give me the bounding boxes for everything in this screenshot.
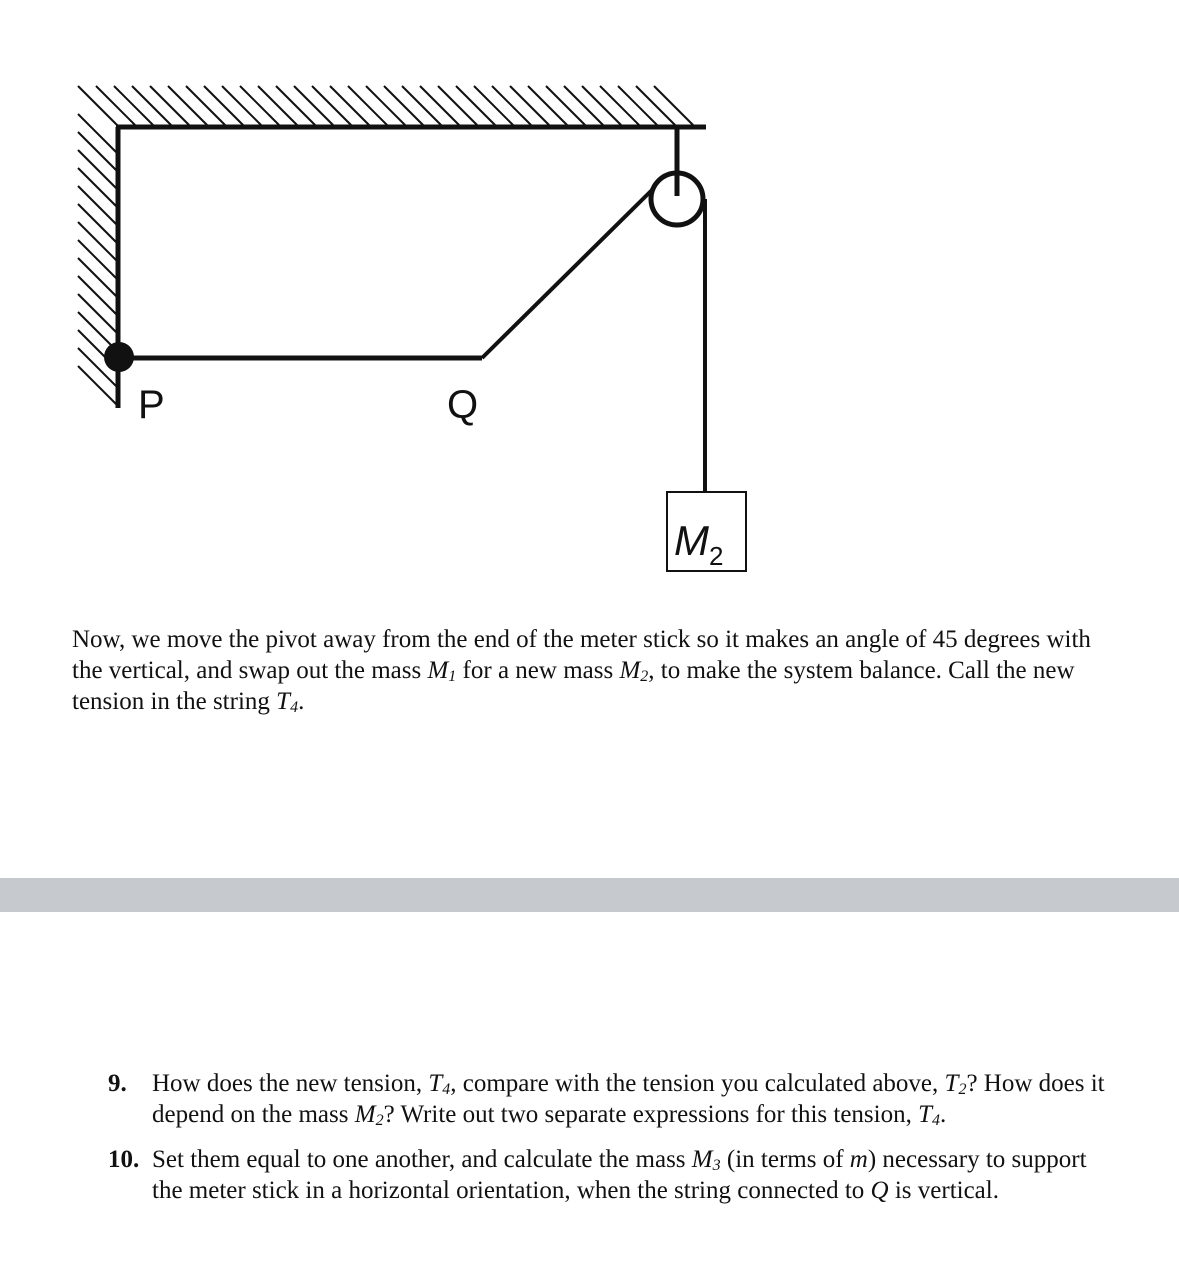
pivot-p: [104, 342, 134, 372]
question-number: 10.: [108, 1146, 140, 1173]
mass-label-main: M: [674, 517, 709, 564]
question-10: 10. Set them equal to one another, and calculate the mass $M_3$ (in terms of m) necessary to support the meter stick in a horizontal orientation, when the string connected to Q is vertical.: [108, 1146, 1087, 1204]
physics-diagram: [0, 0, 1179, 600]
question-list: [108, 1068, 1108, 1220]
label-q: Q: [447, 383, 479, 427]
angled-string: [482, 190, 652, 358]
label-p: P: [138, 383, 165, 427]
symbol-m1: M: [427, 657, 449, 684]
question-number: 9.: [108, 1070, 127, 1097]
symbol-m2: M: [619, 657, 641, 684]
section-divider: [0, 878, 1179, 912]
mass-label-sub: 2: [709, 541, 724, 571]
ceiling-hatching: [78, 86, 694, 126]
question-9: 9. How does the new tension, $T_4$, compare with the tension you calculated above, $T_2$? How does it depend on the mass $M_2$? Write out two separate expressions for this tension, $T_4$.: [108, 1070, 1105, 1129]
symbol-t4: T: [276, 688, 291, 715]
problem-paragraph: Now, we move the pivot away from the end of the meter stick so it makes an angle of 45 degrees with the vertical, and swap out the mass $M_1$ for a new mass $M_2$, to make the system balance. Call the new tension in the string $T_4$.: [72, 626, 1091, 716]
